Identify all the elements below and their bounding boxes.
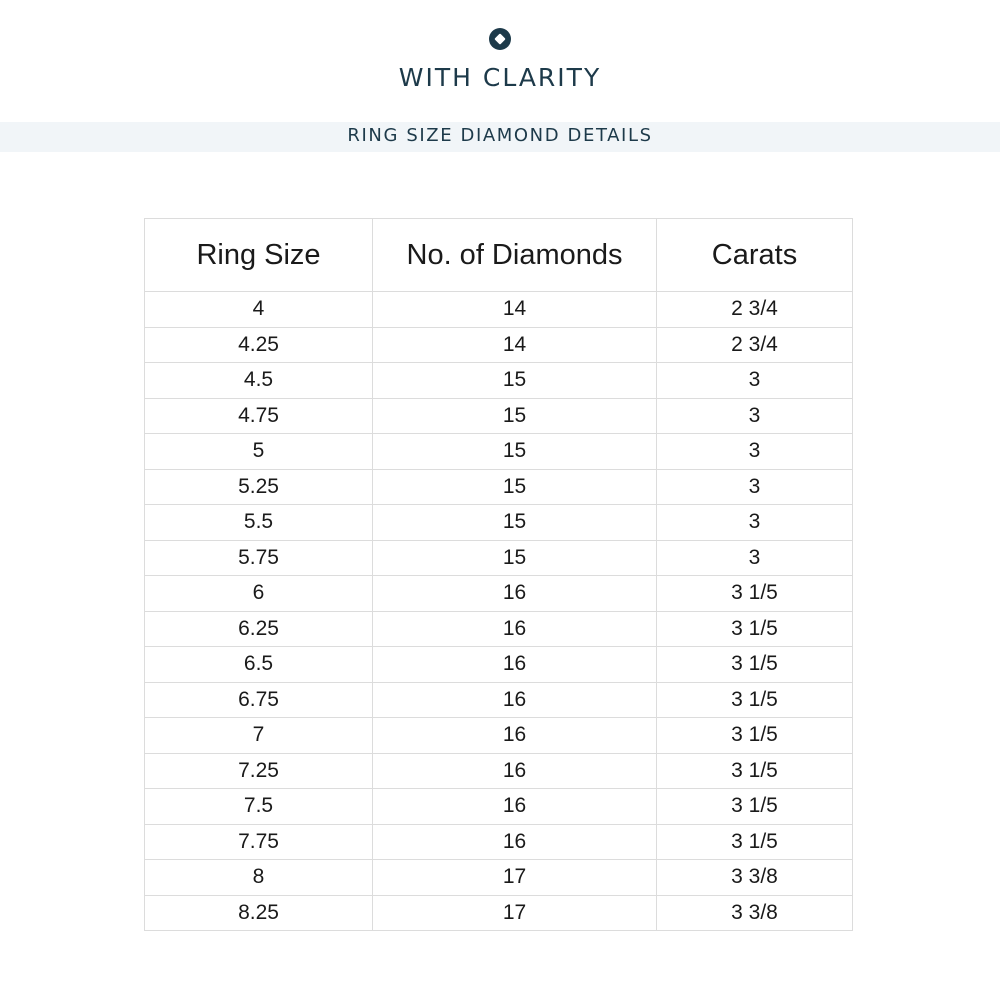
cell-no-of-diamonds: 16 [373,824,657,860]
cell-ring-size: 5 [145,434,373,470]
cell-no-of-diamonds: 16 [373,789,657,825]
table-row [145,505,853,541]
column-header-no-of-diamonds: No. of Diamonds [373,219,657,292]
cell-no-of-diamonds: 16 [373,753,657,789]
table-row [145,895,853,931]
cell-no-of-diamonds: 15 [373,363,657,399]
subtitle-banner [0,122,1000,152]
cell-ring-size: 4.5 [145,363,373,399]
table-row [145,753,853,789]
table-row [145,682,853,718]
cell-ring-size: 5.25 [145,469,373,505]
cell-carats: 3 1/5 [657,753,853,789]
cell-no-of-diamonds: 16 [373,682,657,718]
cell-ring-size: 8.25 [145,895,373,931]
cell-no-of-diamonds: 17 [373,860,657,896]
cell-carats: 3 [657,469,853,505]
cell-ring-size: 7.75 [145,824,373,860]
table-row [145,647,853,683]
cell-ring-size: 4.25 [145,327,373,363]
table-row [145,327,853,363]
column-header-ring-size: Ring Size [145,219,373,292]
cell-no-of-diamonds: 15 [373,398,657,434]
table-row [145,292,853,328]
cell-ring-size: 6.75 [145,682,373,718]
cell-ring-size: 5.5 [145,505,373,541]
cell-carats: 3 1/5 [657,718,853,754]
cell-ring-size: 8 [145,860,373,896]
cell-no-of-diamonds: 16 [373,647,657,683]
cell-ring-size: 6.5 [145,647,373,683]
cell-no-of-diamonds: 14 [373,327,657,363]
cell-no-of-diamonds: 14 [373,292,657,328]
cell-no-of-diamonds: 15 [373,505,657,541]
table-header-row [145,219,853,292]
cell-no-of-diamonds: 16 [373,611,657,647]
cell-no-of-diamonds: 16 [373,576,657,612]
cell-ring-size: 7.5 [145,789,373,825]
cell-ring-size: 7.25 [145,753,373,789]
table-row [145,540,853,576]
table-row [145,434,853,470]
table-row [145,611,853,647]
table-row [145,789,853,825]
cell-carats: 3 [657,398,853,434]
cell-carats: 3 [657,505,853,541]
table-row [145,718,853,754]
cell-carats: 3 1/5 [657,682,853,718]
cell-carats: 3 [657,363,853,399]
ring-size-table [144,218,853,931]
column-header-carats: Carats [657,219,853,292]
cell-carats: 3 [657,434,853,470]
cell-carats: 3 3/8 [657,895,853,931]
cell-ring-size: 6.25 [145,611,373,647]
cell-ring-size: 4.75 [145,398,373,434]
cell-carats: 3 1/5 [657,576,853,612]
cell-carats: 3 3/8 [657,860,853,896]
page-subtitle: RING SIZE DIAMOND DETAILS [347,125,653,146]
cell-carats: 3 [657,540,853,576]
cell-carats: 3 1/5 [657,647,853,683]
diamond-circle-logo-icon [489,28,511,50]
table-row [145,363,853,399]
table-row [145,860,853,896]
cell-ring-size: 5.75 [145,540,373,576]
table-row [145,824,853,860]
cell-no-of-diamonds: 15 [373,540,657,576]
cell-ring-size: 6 [145,576,373,612]
cell-ring-size: 4 [145,292,373,328]
brand-name: WITH CLARITY [398,63,602,92]
table-row [145,398,853,434]
cell-carats: 2 3/4 [657,327,853,363]
cell-no-of-diamonds: 16 [373,718,657,754]
cell-no-of-diamonds: 17 [373,895,657,931]
table-row [145,469,853,505]
cell-no-of-diamonds: 15 [373,434,657,470]
cell-carats: 2 3/4 [657,292,853,328]
cell-ring-size: 7 [145,718,373,754]
cell-no-of-diamonds: 15 [373,469,657,505]
cell-carats: 3 1/5 [657,824,853,860]
table-body [145,292,853,931]
cell-carats: 3 1/5 [657,789,853,825]
table-row [145,576,853,612]
cell-carats: 3 1/5 [657,611,853,647]
